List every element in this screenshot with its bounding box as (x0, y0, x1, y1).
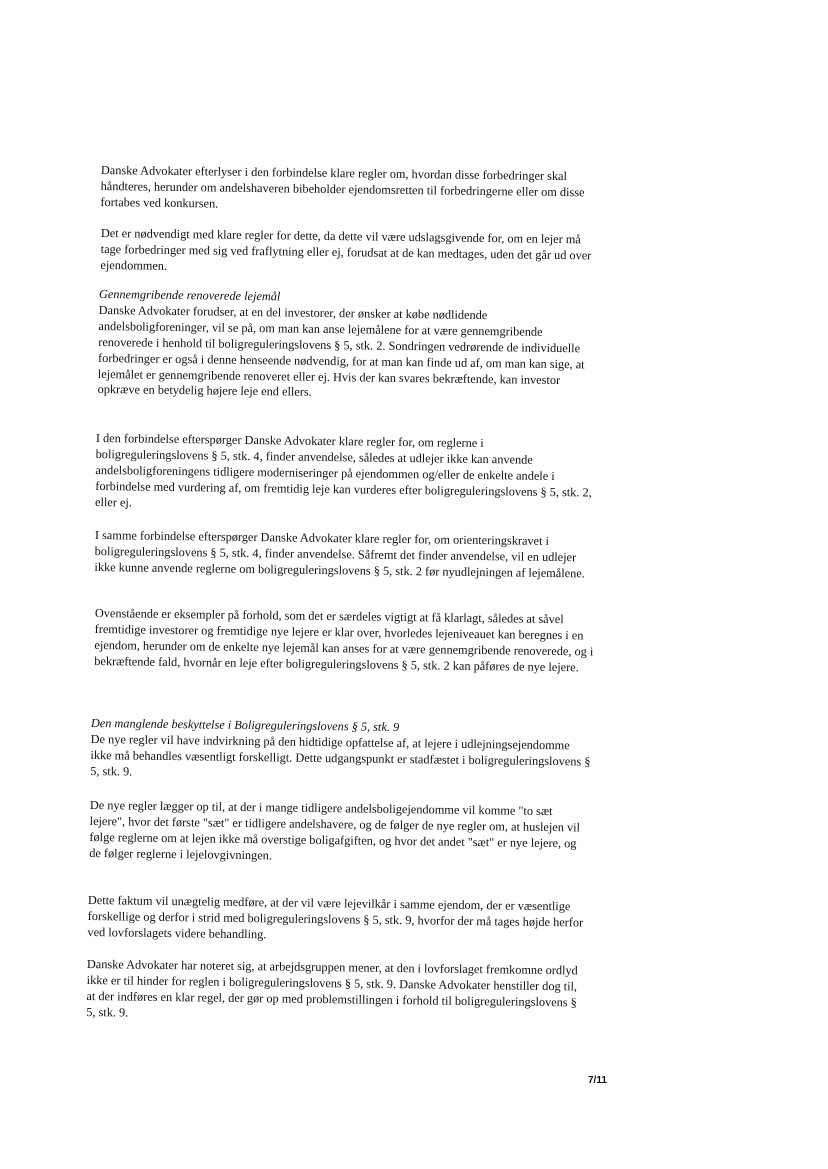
paragraph-5 (94, 528, 595, 582)
paragraph-9 (87, 893, 588, 947)
paragraph-text: Danske Advokater har noteret sig, at arbejdsgruppen mener, at den i lovforslaget fremkomne ordlyd ikke er til hinder for reglen i boligreguleringslovens § 5, stk. 9. Danske Advokater henstiller dog til, at der indføres en klar regel, der gør op med problemstillingen i forhold til boligreguleringslovens § 5, stk. 9. (86, 957, 578, 1020)
section-heading: Den manglende beskyttelse i Boligreguleringslovens § 5, stk. 9 (90, 716, 400, 735)
paragraph-10 (86, 957, 587, 1027)
paragraph-text: I samme forbindelse efterspørger Danske Advokater klare regler for, om orienteringskravet i boligreguleringslovens § 5, stk. 4, finder anvendelse. Såfremt det finder anvendelse, vil en udlejer ikke kunne anvende reglerne om boligreguleringslovens § 5, stk. 2 før nyudlejningen af lejemålene. (94, 528, 585, 581)
paragraph-8 (89, 798, 590, 868)
section-beskyttelse (90, 716, 591, 786)
paragraph-text: De nye regler lægger op til, at der i mange tidligere andelsboligejendomme vil komme "to sæt lejere", hvor det første "sæt" er tidligere andelshavere, og de følger de nye regler om, at huslejen vil følge reglerne om at lejen ikke må overstige boligafgiften, og hvor det andet "sæt" er nye lejere, og de følger reglerne i lejelovgivningen. (89, 798, 581, 863)
paragraph-text: Dette faktum vil unægtelig medføre, at der vil være lejevilkår i samme ejendom, der er væsentlige forskellige og derfor i strid med boligreguleringslovens § 5, stk. 9, hvorfor der må tages højde herfor ved lovforslagets videre behandling. (87, 893, 584, 942)
section-renoverede (98, 287, 599, 405)
paragraph-2 (100, 226, 601, 280)
page-number: 7/11 (588, 1075, 607, 1086)
paragraph-6 (94, 606, 595, 676)
paragraph-1 (100, 163, 601, 217)
paragraph-text: Danske Advokater efterlyser i den forbindelse klare regler om, hvordan disse forbedringer skal håndteres, herunder om andelshaveren bibeholder ejendomsretten til forbedringerne eller om disse fortabes ved konkursen. (100, 163, 585, 211)
paragraph-text: Ovenstående er eksempler på forhold, som det er særdeles vigtigt at få klarlagt, således at såvel fremtidige investorer og fremtidige nye lejere er klar over, hvorledes lejeniveauet kan beregnes i en ejendom, herunder om de enkelte nye lejemål kan anses for at være gennemgribende renoverede, og i bekræftende fald, hvornår en leje efter boligreguleringslovens § 5, stk. 2 kan påføres de nye lejere. (94, 606, 594, 675)
section-heading: Gennemgribende renoverede lejemål (98, 287, 281, 304)
paragraph-4 (95, 431, 596, 517)
paragraph-text: De nye regler vil have indvirkning på den hidtidige opfattelse af, at lejere i udlejningsejendomme ikke må behandles væsentligt forskelligt. Dette udgangspunkt er stadfæstet i boligreguleringslovens § 5, stk. 9. (90, 731, 591, 779)
paragraph-text: I den forbindelse efterspørger Danske Advokater klare regler for, om reglerne i boligreguleringslovens § 5, stk. 4, finder anvendelse, således at udlejer ikke kan anvende andelsboligforeningens tidligere moderniseringer på ejendommen og/eller de enkelte andele i forbindelse med vurdering af, om fremtidig leje kan vurderes efter boligreguleringslovens § 5, stk. 2, eller ej. (94, 431, 592, 510)
paragraph-text: Det er nødvendigt med klare regler for dette, da dette vil være udslagsgivende for, om en lejer må tage forbedringer med sig ved fraflytning eller ej, forudsat at de kan medtages, uden det går ud over ejendommen. (100, 226, 592, 273)
paragraph-text: Danske Advokater forudser, at en del investorer, der ønsker at købe nødlidende andelsboligforeninger, vil se på, om man kan anse lejemålene for at være gennemgribende renoverede i henhold til boligreguleringslovens § 5, stk. 2. Sondringen vedrørende de individuelle forbedringer er også i denne henseende nødvendig, for at man kan finde ud af, om man kan sige, at lejemålet er gennemgribende renoveret eller ej. Hvis der kan svares bekræftende, kan investor opkræve en betydelig højere leje end ellers. (97, 302, 585, 400)
